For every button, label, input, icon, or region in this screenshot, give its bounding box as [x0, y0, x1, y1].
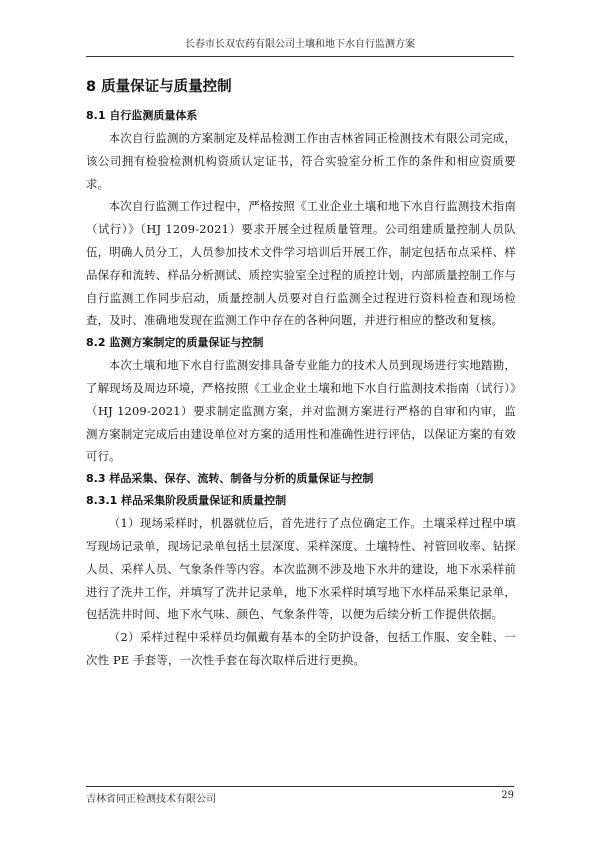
- running-header: 长春市长双农药有限公司土壤和地下水自行监测方案: [86, 38, 514, 57]
- paragraph: （1）现场采样时，机器就位后，首先进行了点位确定工作。土壤采样过程中填写现场记录单，现场记录单包括土层深度、采样深度、土壤特性、衬管回收率、钻探人员、采样人员、气象条件等内容。本次监测不涉及地下水井的建设，地下水采样前进行了洗井工作，并填写了洗井记录单，地下水采样时填写地下水样品采集记录单，包括洗井时间、地下水气味、颜色、气象条件等，以便为后续分析工作提供依据。: [86, 516, 516, 622]
- section-heading-8-2: 8.2 监测方案制定的质量保证与控制: [86, 336, 264, 350]
- section-heading-8-1: 8.1 自行监测质量体系: [86, 109, 198, 122]
- document-body: [86, 76, 516, 672]
- paragraph: 本次自行监测的方案制定及样品检测工作由吉林省同正检测技术有限公司完成，该公司拥有检验检测机构资质认定证书，符合实验室分析工作的条件和相应资质要求。: [86, 131, 516, 191]
- footer-company: 吉林省同正检测技术有限公司: [86, 794, 216, 805]
- paragraph: 本次自行监测工作过程中，严格按照《工业企业土壤和地下水自行监测技术指南（试行）》（HJ 1209-2021）要求开展全过程质量管理。公司组建质量控制人员队伍，明确人员分工，人员参加技术文件学习培训后开展工作，制定包括布点采样、样品保存和流转、样品分析测试、质控实验室全过程的质控计划，内部质量控制工作与自行监测工作同步启动，质量控制人员要对自行监测全过程进行资料检查和现场检查，及时、准确地发现在监测工作中存在的各种问题，并进行相应的整改和复核。: [86, 199, 516, 328]
- page-number: 29: [501, 790, 514, 801]
- paragraph: 本次土壤和地下水自行监测安排具备专业能力的技术人员到现场进行实地踏勘，了解现场及周边环境，严格按照《工业企业土壤和地下水自行监测技术指南（试行）》（HJ 1209-2021）要求制定监测方案，并对监测方案进行严格的自审和内审，监测方案制定完成后由建设单位对方案的适用性和准确性进行评估，以保证方案的有效可行。: [86, 358, 516, 464]
- paragraph: （2）采样过程中采样员均佩戴有基本的全防护设备，包括工作服、安全鞋、一次性 PE 手套等，一次性手套在每次取样后进行更换。: [86, 630, 516, 667]
- page-footer: [86, 786, 514, 805]
- section-heading-8-3-1: 8.3.1 样品采集阶段质量保证和质量控制: [86, 494, 287, 508]
- section-heading-8: 8 质量保证与质量控制: [86, 79, 232, 95]
- section-heading-8-3: 8.3 样品采集、保存、流转、制备与分析的质量保证与控制: [86, 472, 374, 486]
